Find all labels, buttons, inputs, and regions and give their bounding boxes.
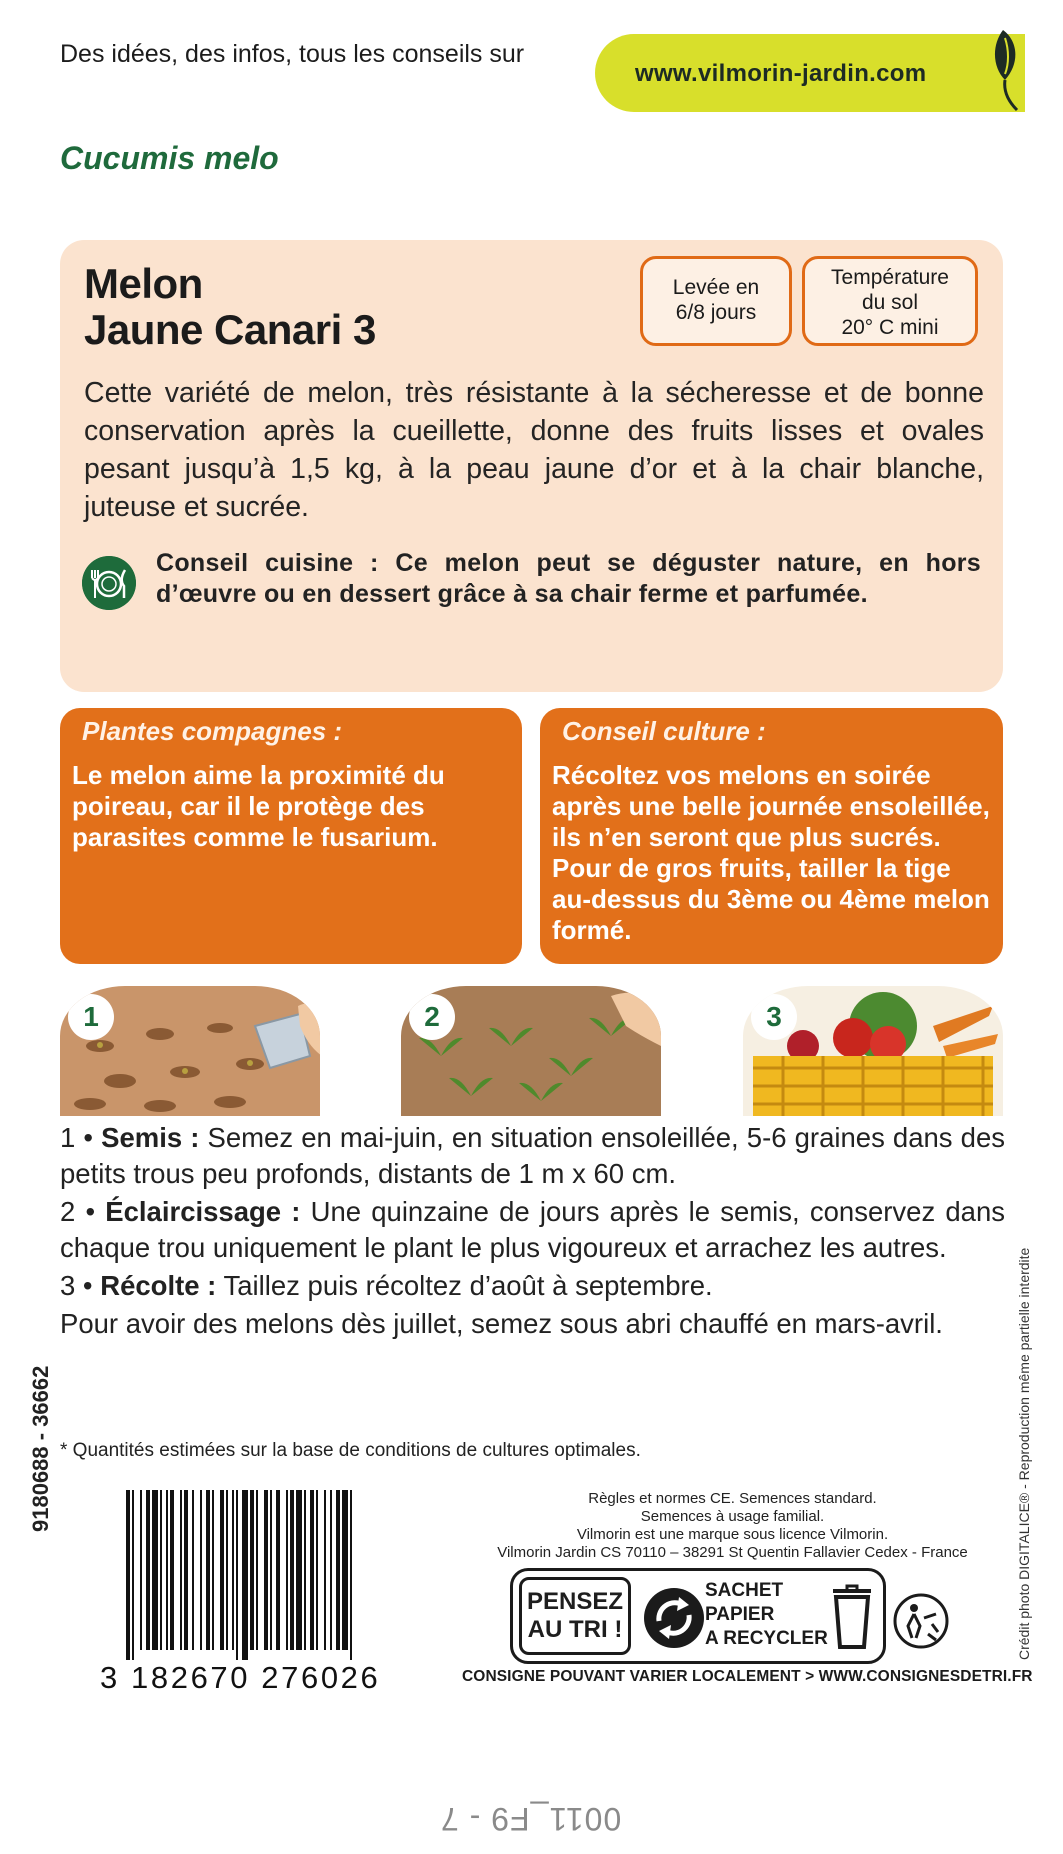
pensez-line: PENSEZ (526, 1588, 624, 1615)
barcode-bar (140, 1490, 142, 1650)
product-description: Cette variété de melon, très résistante à la sécheresse et de bonne conservation après la cueillette, donne des fruits lisses et ovales pesant jusqu’à 1,5 kg, à la peau jaune d’or et à la chair blanche, juteuse et sucrée. (84, 377, 984, 523)
companion-plants-heading: Plantes compagnes : (82, 716, 343, 746)
legal-line: Règles et normes CE. Semences standard. (588, 1490, 877, 1507)
legal-line: Vilmorin est une marque sous licence Vilmorin. (576, 1526, 889, 1543)
barcode-bar (324, 1490, 326, 1650)
step-number-badge: 3 (751, 994, 797, 1040)
barcode-bar (126, 1490, 130, 1660)
step-body: Une quinzaine de jours après le semis, conservez dans chaque trou uniquement le plant le plus vigoureux et arrachez les autres. (60, 1196, 1005, 1263)
barcode-bar (316, 1490, 318, 1650)
triman-logo-icon (892, 1592, 950, 1650)
step-1-text (60, 1120, 1005, 1192)
barcode-bar (184, 1490, 188, 1650)
barcode-bar (270, 1490, 272, 1650)
step-prefix: 1 • (60, 1122, 102, 1153)
recycling-info-block (510, 1568, 886, 1664)
barcode-bar (232, 1490, 234, 1650)
badge-line: 20° C mini (841, 316, 939, 339)
barcode-bar (132, 1490, 134, 1660)
badge-line: du sol (861, 291, 919, 314)
recycling-bin-icon (827, 1583, 877, 1653)
plate-cutlery-icon (82, 556, 136, 610)
barcode (122, 1490, 398, 1660)
barcode-bar (342, 1490, 348, 1650)
barcode-bar (350, 1490, 352, 1660)
barcode-bar (296, 1490, 302, 1650)
extra-tip: Pour avoir des melons dès juillet, semez sous abri chauffé en mars-avril. (60, 1308, 943, 1339)
badge-line: 6/8 jours (675, 301, 757, 324)
barcode-bar (152, 1490, 158, 1650)
latin-name: Cucumis melo (60, 140, 279, 176)
website-banner[interactable] (595, 34, 1025, 112)
step-label: Récolte : (100, 1270, 217, 1301)
barcode-bar (166, 1490, 168, 1650)
pensez-line: AU TRI ! (527, 1616, 623, 1643)
sachet-papier-label (705, 1579, 828, 1651)
step-number-badge: 2 (409, 994, 455, 1040)
barcode-bar (286, 1490, 288, 1650)
cultivation-tip-text: Récoltez vos melons en soirée après une belle journée ensoleillée, ils n’en seront que plus sucrés. Pour de gros fruits, tailler la tige au-dessus du 3ème ou 4ème melon formé. (552, 760, 990, 945)
badge-line: Température (831, 266, 949, 289)
barcode-bar (200, 1490, 202, 1650)
sachet-line: A RECYCLER (705, 1628, 828, 1649)
barcode-bar (236, 1490, 238, 1660)
intro-text: Des idées, des infos, tous les conseils sur (60, 40, 525, 68)
barcode-bar (212, 1490, 214, 1650)
barcode-bar (180, 1490, 182, 1650)
barcode-bar (160, 1490, 162, 1650)
footnote: * Quantités estimées sur la base de conditions de cultures optimales. (60, 1440, 641, 1461)
product-code: 9180688 - 36662 (28, 1365, 53, 1532)
growing-steps (60, 1120, 1005, 1344)
barcode-bar (242, 1490, 248, 1660)
cultivation-tip-panel (540, 708, 1003, 964)
product-title-line1: Melon (84, 260, 203, 307)
sachet-line: PAPIER (705, 1604, 775, 1625)
recycle-arrows-icon (639, 1583, 709, 1653)
step-3-text (60, 1268, 1005, 1304)
product-description-panel (60, 240, 1003, 692)
barcode-bar (336, 1490, 340, 1650)
print-code: 0011_F9 - 7 (440, 1801, 622, 1837)
step-2-thinning-illustration (401, 986, 661, 1116)
product-title-line2: Jaune Canari 3 (84, 306, 376, 353)
step-prefix: 2 • (60, 1196, 106, 1227)
step-3-harvest-illustration (743, 986, 1003, 1116)
barcode-bar (146, 1490, 150, 1650)
germination-badge (640, 256, 792, 346)
step-label: Éclaircissage : (105, 1196, 301, 1227)
barcode-bar (264, 1490, 268, 1650)
photo-credit: Crédit photo DIGITALICE® - Reproduction même partielle interdite (1016, 1247, 1032, 1660)
barcode-bar (290, 1490, 294, 1650)
barcode-bar (330, 1490, 332, 1650)
barcode-bar (220, 1490, 224, 1650)
step-body: Taillez puis récoltez d’août à septembre. (216, 1270, 713, 1301)
barcode-digits: 3 182670 276026 (100, 1660, 381, 1695)
barcode-bar (310, 1490, 314, 1650)
cultivation-tip-heading: Conseil culture : (562, 716, 766, 746)
barcode-bar (250, 1490, 254, 1650)
step-body: Semez en mai-juin, en situation ensoleillée, 5-6 graines dans des petits trous peu profonds, distants de 1 m x 60 cm. (60, 1122, 1005, 1189)
companion-plants-panel (60, 708, 522, 964)
badge-line: Levée en (672, 276, 760, 299)
cooking-tip: Conseil cuisine : Ce melon peut se déguster nature, en hors d’œuvre ou en dessert grâce à sa chair ferme et parfumée. (156, 549, 981, 608)
step-prefix: 3 • (60, 1270, 101, 1301)
website-url[interactable]: www.vilmorin-jardin.com (635, 60, 927, 87)
barcode-bar (256, 1490, 258, 1650)
barcode-bar (276, 1490, 280, 1650)
legal-line: Vilmorin Jardin CS 70110 – 38291 St Quentin Fallavier Cedex - France (497, 1544, 968, 1561)
step-number-badge: 1 (68, 994, 114, 1040)
legal-notice (470, 1490, 995, 1562)
barcode-bar (226, 1490, 228, 1650)
soil-temperature-badge (802, 256, 978, 346)
barcode-bar (304, 1490, 306, 1650)
step-2-text (60, 1194, 1005, 1266)
legal-line: Semences à usage familial. (640, 1508, 825, 1525)
barcode-bar (206, 1490, 210, 1650)
leaf-logo-icon (983, 22, 1025, 118)
step-1-sowing-illustration (60, 986, 320, 1116)
sachet-line: SACHET (705, 1580, 784, 1601)
barcode-bar (170, 1490, 174, 1650)
pensez-au-tri-label (519, 1577, 631, 1655)
companion-plants-text: Le melon aime la proximité du poireau, car il le protège des parasites comme le fusarium. (72, 760, 445, 852)
consigne-notice: CONSIGNE POUVANT VARIER LOCALEMENT > WWW.CONSIGNESDETRI.FR (462, 1668, 1033, 1685)
step-label: Semis : (101, 1122, 200, 1153)
barcode-bar (192, 1490, 194, 1650)
